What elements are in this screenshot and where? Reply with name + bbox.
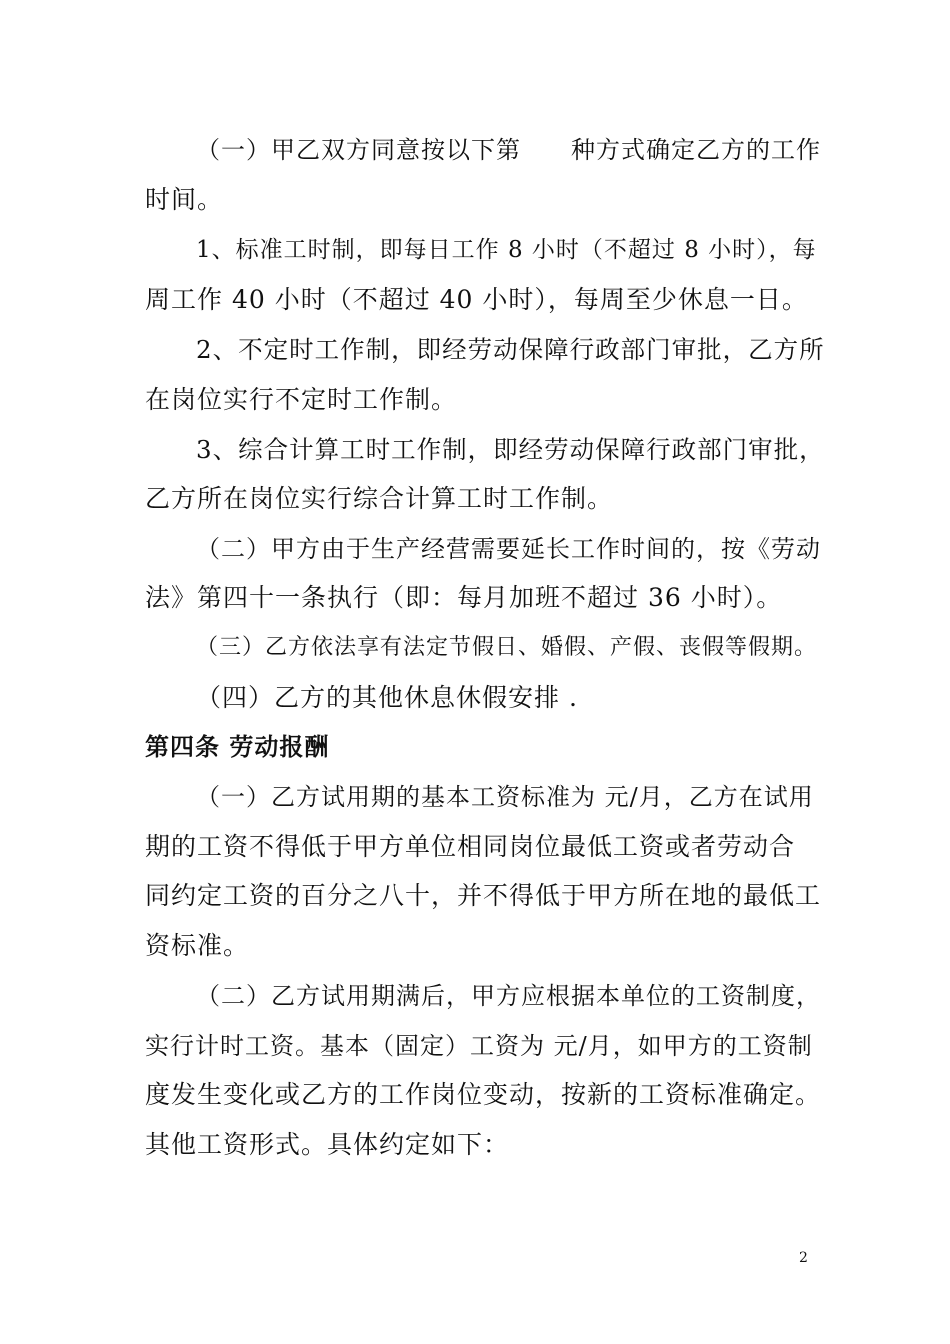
paragraph-line: （四）乙方的其他休息休假安排 .	[196, 683, 578, 712]
paragraph-line: 时间。	[145, 185, 224, 214]
paragraph-line: 度发生变化或乙方的工作岗位变动，按新的工资标准确定。	[145, 1080, 822, 1109]
paragraph-line: 在岗位实行不定时工作制。	[145, 385, 458, 414]
paragraph-line: 3、综合计算工时工作制，即经劳动保障行政部门审批，	[196, 435, 825, 464]
paragraph-line: （二）乙方试用期满后，甲方应根据本单位的工资制度，	[196, 982, 821, 1010]
paragraph-line: 实行计时工资。基本（固定）工资为 元/月，如甲方的工资制	[145, 1032, 813, 1060]
paragraph-line: （二）甲方由于生产经营需要延长工作时间的，按《劳动	[196, 535, 821, 563]
section-heading: 第四条 劳动报酬	[145, 733, 330, 761]
paragraph-line: 2、不定时工作制，即经劳动保障行政部门审批，乙方所	[196, 335, 825, 364]
paragraph-line: 1、标准工时制，即每日工作 8 小时（不超过 8 小时），每	[196, 237, 817, 263]
paragraph-line: 资标准。	[145, 931, 250, 960]
paragraph-line: 乙方所在岗位实行综合计算工时工作制。	[145, 484, 614, 513]
paragraph-line: （一）甲乙双方同意按以下第 种方式确定乙方的工作	[196, 136, 821, 164]
paragraph-line: 同约定工资的百分之八十，并不得低于甲方所在地的最低工	[145, 881, 822, 910]
paragraph-line: （三）乙方依法享有法定节假日、婚假、产假、丧假等假期。	[196, 635, 818, 660]
paragraph-line: 法》第四十一条执行（即：每月加班不超过 36 小时）。	[145, 583, 783, 612]
paragraph-line: 周工作 40 小时（不超过 40 小时），每周至少休息一日。	[145, 285, 808, 314]
paragraph-line: 其他工资形式。具体约定如下：	[145, 1130, 510, 1159]
paragraph-line: （一）乙方试用期的基本工资标准为 元/月，乙方在试用	[196, 783, 814, 811]
paragraph-line: 期的工资不得低于甲方单位相同岗位最低工资或者劳动合	[145, 832, 796, 861]
page-number: 2	[799, 1250, 808, 1266]
